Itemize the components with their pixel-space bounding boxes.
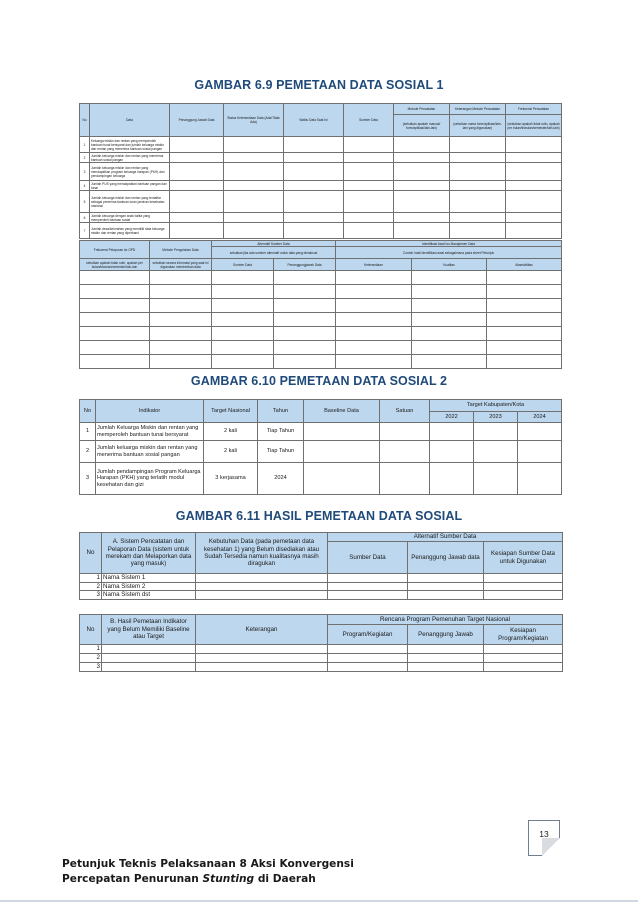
- footer-line-2: [62, 872, 354, 887]
- table-row: [80, 163, 562, 181]
- col-no: No: [80, 400, 96, 423]
- col-metode-sub2: sebutkan secara informasi yang saat ini digunakan memberikan data: [150, 259, 212, 271]
- row-target: 3 kerjasama: [204, 463, 258, 495]
- row-no: 2: [80, 654, 102, 663]
- col-kebutuhan: Kebutuhan Data (pada pemetaan data kesehatan 1) yang Belum disediakan atau Sudah Tersedia namun kualitasnya masih diragukan: [196, 533, 328, 574]
- results-table-b: [79, 614, 563, 672]
- col-baseline: Baseline Data: [304, 400, 380, 423]
- footer-title: [62, 857, 354, 887]
- table-row: [80, 137, 562, 153]
- social-data-table-2: [79, 399, 562, 495]
- row-no: 6: [80, 213, 90, 223]
- row-no: 2: [80, 582, 102, 591]
- row-no: 4: [80, 181, 90, 191]
- row-no: 5: [80, 191, 90, 213]
- col-waktu: Waktu Data Saat Ini: [284, 104, 344, 137]
- footer-italic-text: Stunting: [202, 873, 255, 885]
- footer-line-1: Petunjuk Teknis Pelaksanaan 8 Aksi Konvergensi: [62, 858, 354, 870]
- col-sumber-data: Sumber Data: [212, 259, 274, 271]
- col-alt-sumber: Alternatif Sumber Data: [212, 241, 336, 247]
- col-sumber: Sumber Data: [328, 542, 408, 574]
- row-no: 3: [80, 663, 102, 672]
- table-row: [80, 341, 562, 355]
- col-satuan: Satuan: [380, 400, 430, 423]
- row-no: 7: [80, 223, 90, 239]
- row-no: 2: [80, 153, 90, 163]
- col-alt-sub: sebutkan jika ada sumber alternatif untuk data yang dimaksud: [212, 247, 336, 259]
- col-target-nasional: Target Nasional: [204, 400, 258, 423]
- table-row: [80, 313, 562, 327]
- col-keterangan: Keterangan: [196, 615, 328, 645]
- row-data: Jumlah desa/kelurahan yang memiliki data keluarga miskin dan rentan yang diperbarui: [90, 223, 170, 239]
- social-data-table-1-lower: [79, 240, 562, 369]
- col-sumber: Sumber Data: [344, 104, 394, 137]
- col-ket-metode-sub: (sebutkan nama form/aplikasi/lain-lain yang digunakan): [450, 115, 506, 137]
- table-row: [80, 213, 562, 223]
- table-row: [80, 654, 563, 663]
- row-tahun: 2024: [258, 463, 304, 495]
- table-row: [80, 663, 563, 672]
- col-no: No: [80, 104, 90, 137]
- col-year-2023: 2023: [474, 412, 518, 423]
- col-contoh: Contoh hasil identifikasi awal sebagaimana pada sheet Petunjuk: [336, 247, 562, 259]
- col-ket-metode: Keterangan Metode Pencatatan: [450, 104, 506, 115]
- row-indikator: Jumlah Keluarga Miskin dan rentan yang memperoleh bantuan tunai bersyarat: [96, 423, 204, 441]
- col-frekuensi-sub: (sebutkan apakah tidak rutin, apakah per bulan/triwulan/semester/lain-lain): [506, 115, 562, 137]
- col-data: Data: [90, 104, 170, 137]
- row-tahun: Tiap Tahun: [258, 423, 304, 441]
- row-nama-sistem: Nama Sistem 2: [102, 582, 196, 591]
- row-data: Keluarga miskin dan rentan yang memperoleh bantuan tunai bersyarat dan jumlah keluarga miskin dan rentan yang menerima bantuan sosial pangan: [90, 137, 170, 153]
- row-no: 3: [80, 463, 96, 495]
- row-no: 2: [80, 441, 96, 463]
- table-row: [80, 285, 562, 299]
- table-row: [80, 423, 562, 441]
- col-program: Program/Kegiatan: [328, 625, 408, 645]
- col-tahun: Tahun: [258, 400, 304, 423]
- col-kesiapan: Kesiapan Sumber Data untuk Digunakan: [484, 542, 563, 574]
- footer-text: Percepatan Penurunan: [62, 873, 203, 885]
- table-row: [80, 582, 563, 591]
- table-row: [80, 191, 562, 213]
- row-no: 1: [80, 137, 90, 153]
- row-data: Jumlah keluarga dengan anak balita yang memperoleh bantuan sosial: [90, 213, 170, 223]
- row-no: 3: [80, 591, 102, 600]
- col-year-2024: 2024: [518, 412, 562, 423]
- col-pj: Penanggung Jawab data: [408, 542, 484, 574]
- row-indikator: Jumlah pendampingan Program Keluarga Harapan (PKH) yang terlatih modul kesehatan dan gizi: [96, 463, 204, 495]
- figure-title-6-9: GAMBAR 6.9 PEMETAAN DATA SOSIAL 1: [194, 78, 444, 92]
- col-aksesibilitas: Aksesibilitas: [487, 259, 562, 271]
- col-kualitas: Kualitas: [412, 259, 487, 271]
- col-kesiapan-program: Kesiapan Program/Kegiatan: [484, 625, 563, 645]
- footer-text: di Daerah: [254, 873, 316, 885]
- col-frek-sub: sebutkan apakah tidak rutin, apakah per bulan/triwulan/semester/lain-lain: [80, 259, 150, 271]
- col-ketersediaan: Ketersediaan: [336, 259, 412, 271]
- social-data-table-1-upper: [79, 103, 562, 239]
- table-row: [80, 299, 562, 313]
- table-row: [80, 645, 563, 654]
- col-target-kab: Target Kabupaten/Kota: [430, 400, 562, 412]
- table-row: [80, 271, 562, 285]
- table-row: [80, 327, 562, 341]
- col-hasil: B. Hasil Pemetaan Indikator yang Belum Memiliki Baseline atau Target: [102, 615, 196, 645]
- figure-title-6-10: GAMBAR 6.10 PEMETAAN DATA SOSIAL 2: [190, 374, 448, 388]
- table-row: [80, 153, 562, 163]
- row-data: Jumlah keluarga miskin dan rentan yang terdaftar sebagai penerima bantuan iuran jaminan kesehatan nasional: [90, 191, 170, 213]
- row-indikator: Jumlah keluarga miskin dan rentan yang menerima bantuan sosial pangan: [96, 441, 204, 463]
- row-data: Jumlah keluarga miskin dan rentan yang menerima bantuan sosial pangan: [90, 153, 170, 163]
- row-data: Jumlah PUS yang mendapatkan bantuan pangan dan tunai: [90, 181, 170, 191]
- row-no: 1: [80, 574, 102, 583]
- col-sistem: A. Sistem Pencatatan dan Pelaporan Data (sistem untuk merekam dan Melaporkan data yang masuk): [102, 533, 196, 574]
- col-indikator: Indikator: [96, 400, 204, 423]
- row-no: 3: [80, 163, 90, 181]
- row-nama-sistem: Nama Sistem 1: [102, 574, 196, 583]
- col-frek-pelaporan: Frekuensi Pelaporan ke OPD: [80, 241, 150, 259]
- col-pj: Penanggung Jawab Data: [170, 104, 224, 137]
- page-number-box: [528, 820, 560, 856]
- row-data: Jumlah keluarga miskin dan rentan yang mendapatkan program keluarga harapan (PKH) dan pendampingan keluarga: [90, 163, 170, 181]
- col-frekuensi: Frekuensi Pencatatan: [506, 104, 562, 115]
- col-metode-sub: (sebutkan apakah manual/ form/aplikasi/lain-lain): [394, 115, 450, 137]
- col-alternatif: Alternatif Sumber Data: [328, 533, 563, 542]
- row-no: 1: [80, 645, 102, 654]
- col-pj: Penanggung Jawab: [408, 625, 484, 645]
- table-row: [80, 591, 563, 600]
- col-no: No: [80, 533, 102, 574]
- table-row: [80, 574, 563, 583]
- row-nama-sistem: Nama Sistem dst: [102, 591, 196, 600]
- results-table-a: [79, 532, 563, 600]
- table-row: [80, 181, 562, 191]
- table-row: [80, 355, 562, 369]
- row-target: 2 kali: [204, 423, 258, 441]
- col-identifikasi: Identifikasi Awal Isu Manajemen Data: [336, 241, 562, 247]
- col-rencana: Rencana Program Pemenuhan Target Nasional: [328, 615, 563, 625]
- row-tahun: Tiap Tahun: [258, 441, 304, 463]
- col-metode-pengolahan: Metode Pengolahan Data: [150, 241, 212, 259]
- table-row: [80, 441, 562, 463]
- col-metode: Metode Pencatatan: [394, 104, 450, 115]
- row-no: 1: [80, 423, 96, 441]
- col-no: No: [80, 615, 102, 645]
- col-year-2022: 2022: [430, 412, 474, 423]
- col-pj-data: Penanggungjawab Data: [274, 259, 336, 271]
- col-status: Status Ketersediaan Data (Ada/Tidak Ada): [224, 104, 284, 137]
- table-row: [80, 223, 562, 239]
- table-row: [80, 463, 562, 495]
- page-number: 13: [539, 829, 549, 839]
- row-target: 2 kali: [204, 441, 258, 463]
- figure-title-6-11: GAMBAR 6.11 HASIL PEMETAAN DATA SOSIAL: [175, 509, 463, 523]
